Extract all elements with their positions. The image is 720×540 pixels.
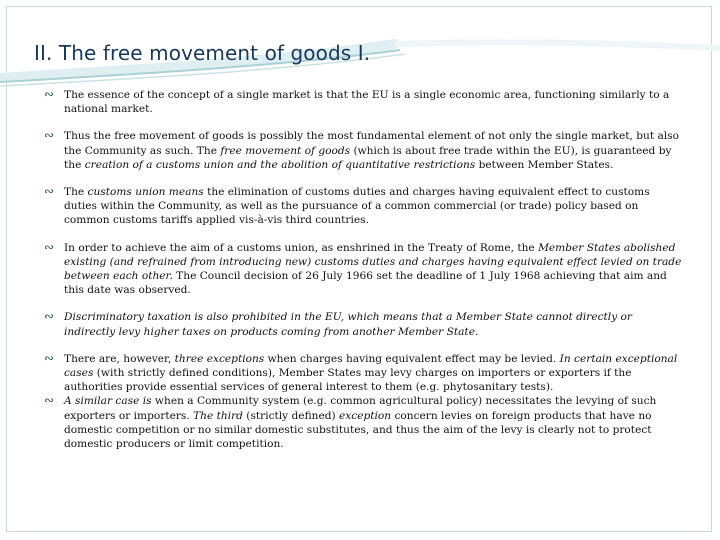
bullet-text-run: when charges having equivalent effect may be levied. (264, 352, 560, 365)
bullet-item (44, 88, 684, 116)
bullet-text-run: In order to achieve the aim of a customs union, as enshrined in the Treaty of Rome, the (64, 241, 539, 254)
bullet-text (64, 89, 669, 115)
bullet-item (44, 185, 684, 228)
bullet-text (64, 242, 681, 297)
bullet-text-italic: Discriminatory taxation is also prohibited in the EU, which means that a Member State cannot directly or indirectly levy higher taxes on products coming from another Member State. (64, 311, 632, 338)
bullet-text-run: (which is about free trade within the EU), is guaranteed by the (64, 144, 672, 171)
wave-bullet-icon: ∾ (44, 184, 55, 199)
bullet-text (64, 311, 632, 337)
wave-bullet-icon: ∾ (44, 393, 55, 408)
bullet-text-run: The essence of the concept of a single market is that the EU is a single economic area, functioning similarly to a national market. (64, 89, 670, 116)
bullet-item (44, 129, 684, 172)
bullet-item (44, 352, 684, 395)
bullet-text (64, 186, 650, 226)
bullet-text-italic: Member States abolished existing (and refrained from introducing new) customs duties and charges having equivalent effect levied on trade between each other. (64, 241, 682, 283)
bullet-text-italic: A similar case is (64, 395, 152, 408)
bullet-text-italic: customs union means (87, 186, 204, 199)
wave-bullet-icon: ∾ (44, 309, 55, 324)
bullet-item (44, 394, 684, 451)
bullet-text-italic: The third (193, 409, 243, 422)
bullet-text-run: The Council decision of 26 July 1966 set the deadline of 1 July 1968 achieving that aim and this date was observed. (64, 270, 667, 297)
wave-bullet-icon: ∾ (44, 87, 55, 101)
bullet-text-run: the elimination of customs duties and charges having equivalent effect to customs duties within the Community, as well as the pursuance of a common commercial (or trade) policy based on common customs tariffs applied vis-à-vis third countries. (64, 186, 650, 227)
bullet-text-italic: exception (339, 409, 392, 422)
wave-bullet-icon: ∾ (44, 350, 55, 365)
bullet-text-run: (with strictly defined conditions), Member States may levy charges on importers or exporters if the authorities provide essential services of general interest to them (e.g. phytosanitary tests). (64, 367, 632, 394)
bullet-item (44, 310, 684, 338)
wave-bullet-icon: ∾ (44, 128, 55, 143)
bullet-text-run: There are, however, (64, 352, 175, 365)
bullet-text-run: The (64, 186, 88, 199)
bullet-text-italic: In certain exceptional cases (64, 352, 678, 380)
bullet-list (44, 88, 684, 464)
bullet-text-run: between Member States. (475, 158, 614, 171)
bullet-text-italic: creation of a customs union and the abolition of quantitative restrictions (84, 158, 476, 171)
wave-bullet-icon: ∾ (44, 239, 55, 254)
bullet-text-italic: three exceptions (174, 352, 265, 365)
bullet-text (64, 353, 677, 393)
bullet-item (44, 241, 684, 298)
bullet-text-run: (strictly defined) (242, 409, 340, 422)
bullet-text-italic: free movement of goods (220, 144, 351, 157)
bullet-text (64, 130, 679, 170)
bullet-text-run: Thus the free movement of goods is possibly the most fundamental element of not only the single market, but also the Community as such. The (64, 130, 679, 157)
bullet-text-run: when a Community system (e.g. common agricultural policy) necessitates the levying of such exporters or importers. (64, 395, 657, 422)
bullet-text (64, 395, 656, 450)
slide-title: II. The free movement of goods I. (34, 41, 371, 65)
bullet-text-run: concern levies on foreign products that have no domestic competition or no similar domestic substitutes, and thus the aim of the levy is clearly not to protect domestic producers or limit competition. (64, 409, 652, 451)
